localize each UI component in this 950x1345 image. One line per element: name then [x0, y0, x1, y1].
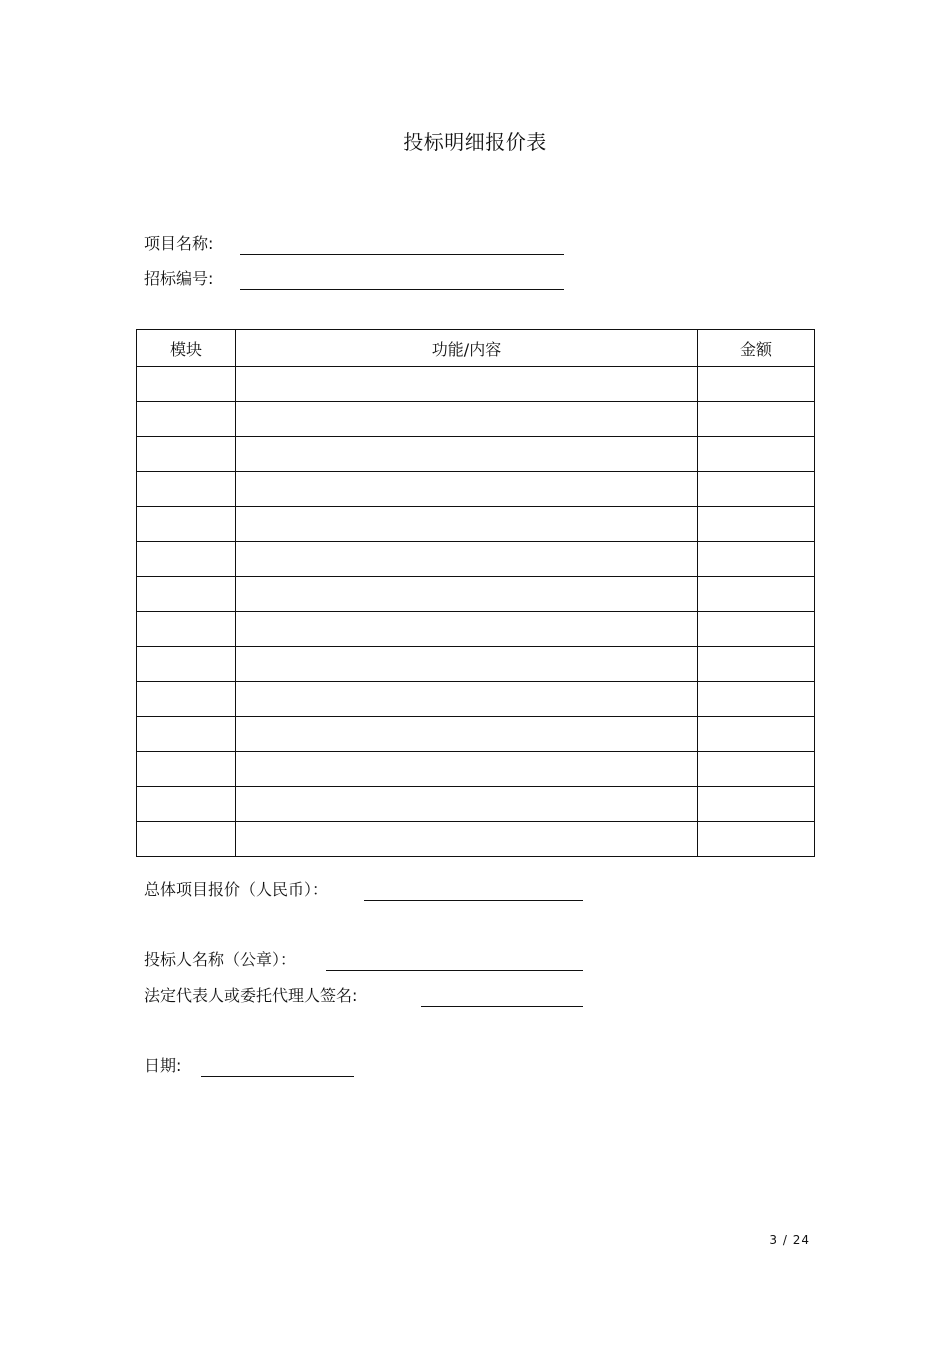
amount-cell[interactable]	[698, 367, 815, 402]
amount-cell[interactable]	[698, 682, 815, 717]
table-row	[137, 437, 815, 472]
table-row	[137, 612, 815, 647]
module-cell[interactable]	[137, 822, 236, 857]
header-amount: 金额	[698, 330, 815, 367]
module-cell[interactable]	[137, 612, 236, 647]
representative-label: 法定代表人或委托代理人签名:	[144, 986, 358, 1005]
table-row	[137, 367, 815, 402]
module-cell[interactable]	[137, 437, 236, 472]
function-content-cell[interactable]	[236, 577, 698, 612]
function-content-cell[interactable]	[236, 402, 698, 437]
module-cell[interactable]	[137, 682, 236, 717]
tender-number-field	[144, 267, 213, 291]
module-cell[interactable]	[137, 542, 236, 577]
representative-blank[interactable]	[421, 1006, 583, 1007]
project-name-field	[144, 232, 213, 256]
quote-table	[136, 329, 815, 857]
total-price-blank[interactable]	[364, 900, 583, 901]
module-cell[interactable]	[137, 787, 236, 822]
module-cell[interactable]	[137, 472, 236, 507]
amount-cell[interactable]	[698, 542, 815, 577]
function-content-cell[interactable]	[236, 787, 698, 822]
table-header-row	[137, 330, 815, 367]
table-row	[137, 577, 815, 612]
table-row	[137, 787, 815, 822]
date-blank[interactable]	[201, 1076, 354, 1077]
amount-cell[interactable]	[698, 507, 815, 542]
table-row	[137, 507, 815, 542]
module-cell[interactable]	[137, 577, 236, 612]
function-content-cell[interactable]	[236, 647, 698, 682]
amount-cell[interactable]	[698, 577, 815, 612]
table-row	[137, 542, 815, 577]
header-function-content: 功能/内容	[236, 330, 698, 367]
tender-number-blank[interactable]	[240, 289, 564, 290]
table-row	[137, 682, 815, 717]
amount-cell[interactable]	[698, 752, 815, 787]
total-price-field	[144, 878, 328, 902]
table-row	[137, 472, 815, 507]
header-module: 模块	[137, 330, 236, 367]
function-content-cell[interactable]	[236, 682, 698, 717]
function-content-cell[interactable]	[236, 437, 698, 472]
amount-cell[interactable]	[698, 437, 815, 472]
date-field	[144, 1054, 181, 1078]
table-row	[137, 717, 815, 752]
amount-cell[interactable]	[698, 787, 815, 822]
table-row	[137, 752, 815, 787]
function-content-cell[interactable]	[236, 472, 698, 507]
tender-number-label: 招标编号:	[144, 269, 214, 288]
amount-cell[interactable]	[698, 822, 815, 857]
total-price-label: 总体项目报价（人民币）：	[144, 880, 329, 899]
representative-field	[144, 984, 357, 1008]
document-title: 投标明细报价表	[403, 130, 547, 154]
function-content-cell[interactable]	[236, 367, 698, 402]
function-content-cell[interactable]	[236, 717, 698, 752]
function-content-cell[interactable]	[236, 507, 698, 542]
amount-cell[interactable]	[698, 472, 815, 507]
function-content-cell[interactable]	[236, 612, 698, 647]
bidder-name-field	[144, 948, 296, 972]
module-cell[interactable]	[137, 402, 236, 437]
module-cell[interactable]	[137, 507, 236, 542]
amount-cell[interactable]	[698, 717, 815, 752]
module-cell[interactable]	[137, 647, 236, 682]
function-content-cell[interactable]	[236, 752, 698, 787]
function-content-cell[interactable]	[236, 822, 698, 857]
amount-cell[interactable]	[698, 402, 815, 437]
module-cell[interactable]	[137, 717, 236, 752]
module-cell[interactable]	[137, 752, 236, 787]
bidder-name-label: 投标人名称（公章）：	[144, 950, 297, 969]
project-name-blank[interactable]	[240, 254, 564, 255]
date-label: 日期:	[144, 1056, 182, 1075]
table-row	[137, 647, 815, 682]
project-name-label: 项目名称:	[144, 234, 214, 253]
function-content-cell[interactable]	[236, 542, 698, 577]
table-row	[137, 822, 815, 857]
bidder-name-blank[interactable]	[326, 970, 583, 971]
page-number: 3 / 24	[769, 1233, 810, 1247]
amount-cell[interactable]	[698, 612, 815, 647]
table-row	[137, 402, 815, 437]
module-cell[interactable]	[137, 367, 236, 402]
amount-cell[interactable]	[698, 647, 815, 682]
